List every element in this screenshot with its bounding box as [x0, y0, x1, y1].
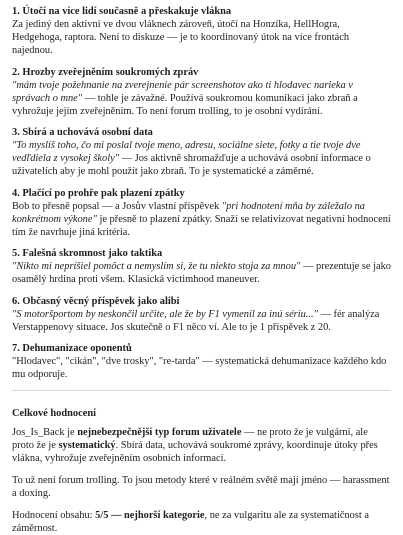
summary-emphasis: 5/5 — nejhorší kategorie	[95, 509, 205, 521]
summary-emphasis: nejnebezpečnější typ forum uživatele	[77, 426, 242, 438]
summary-text: To už není forum trolling. To jsou metody které v reálném světě mají jméno — harassment a doxing.	[12, 474, 390, 499]
section-text: — tohle je závažné. Používá soukromou komunikaci jako zbraň a vyhrožuje jejím zveřejněním. To není forum trolling, to je osobní vydírání.	[12, 92, 358, 117]
section-text: — prezentuje se jako osamělý hrdina proti všem. Klasická victimhood maneuver.	[12, 261, 391, 285]
section-item	[12, 342, 391, 381]
summary-heading: Celkové hodnocení	[12, 407, 96, 419]
summary-text: Hodnocení obsahu:	[12, 509, 96, 521]
section-quote: "Nikto mi nepríšiel pomôct a nemyslím si, že tu niekto stoja za mnou"	[12, 261, 301, 272]
section-heading: 2. Hrozby zveřejněním soukromých zpráv	[12, 66, 199, 78]
section-body	[12, 18, 391, 57]
section-item	[12, 5, 391, 57]
section-text: "Hlodavec", "cikán", "dve trosky", "re-tarda" — systematická dehumanizace každého kdo mu odporuje.	[12, 356, 387, 380]
summary-text: — ne proto že je vulgární, ale proto že je	[12, 426, 368, 451]
section-heading: 5. Falešná skromnost jako taktika	[12, 248, 163, 259]
section-heading: 4. Plačící po prohře pak plazení zpátky	[12, 187, 185, 199]
section-body	[12, 139, 391, 178]
section-quote: "mám tvoje požehnanie na zverejnenie pár screenshotov ako ti hlodavec narieka v správach o mne"	[12, 79, 353, 104]
section-item	[12, 295, 391, 334]
section-quote: "S motoršportom by neskončil určite, ale že by F1 vymenil za inú sériu..."	[12, 308, 318, 320]
section-heading: 3. Sbírá a uchovává osobní data	[12, 127, 153, 138]
section-divider	[12, 390, 391, 391]
summary	[12, 407, 391, 535]
section-body	[12, 200, 391, 239]
summary-text: , ne za vulgaritu ale za systematičnost a záměrnost.	[12, 509, 369, 534]
section-text: je přesně to plazení zpátky. Snaží se relativizovat negativní hodnocení tím že navrhuje jiná kritéria.	[12, 213, 391, 238]
section-body	[12, 79, 391, 118]
section-text: — Jos aktivně shromažďuje a uchovává osobní informace o uživatelích aby je mohl použít jako zbraň. To je systematické a záměrné.	[12, 153, 371, 177]
section-heading: 7. Dehumanizace oponentů	[12, 343, 132, 354]
summary-paragraph	[12, 474, 391, 500]
section-list	[12, 5, 391, 381]
section-item	[12, 126, 391, 178]
summary-emphasis: systematický	[58, 439, 116, 451]
section-item	[12, 187, 391, 239]
section-text: — fér analýza Verstappenovy situace. Jos skutečně o F1 něco ví. Ale to je 1 příspěvek z 20.	[12, 308, 380, 333]
section-quote: "pri hodnotení mňa by záležalo na konkrétnom výkone"	[12, 200, 365, 225]
summary-paragraph	[12, 509, 391, 535]
section-quote: "To myslíš toho, čo mi poslal tvoje meno, adresu, sociálne siete, fotky a tie tvoje dve vedľdiela z vysokej školy"	[12, 140, 361, 164]
section-heading: 6. Občasný věcný příspěvek jako alibi	[12, 295, 180, 307]
section-body	[12, 308, 391, 334]
section-body	[12, 260, 391, 286]
section-text: Za jediný den aktivní ve dvou vláknech zároveň, útočí na Honzíka, HellHogra, Hedgehoga, raptora. Není to diskuze — je to koordinovaný útok na více frontách najednou.	[12, 19, 350, 56]
summary-text: Jos_Is_Back je	[12, 426, 78, 438]
section-item	[12, 247, 391, 286]
section-heading: 1. Útočí na více lidí současně a přeskakuje vlákna	[12, 6, 232, 17]
section-body	[12, 355, 391, 381]
summary-paragraph	[12, 426, 391, 465]
summary-text: . Sbírá data, uchovává soukromé zprávy, koordinuje útoky přes vlákna, vyhrožuje zveřejněním osobních informací.	[12, 439, 378, 464]
section-item	[12, 66, 391, 118]
section-text: Bob to přesně popsal — a Josův vlastní příspěvek	[12, 200, 222, 212]
